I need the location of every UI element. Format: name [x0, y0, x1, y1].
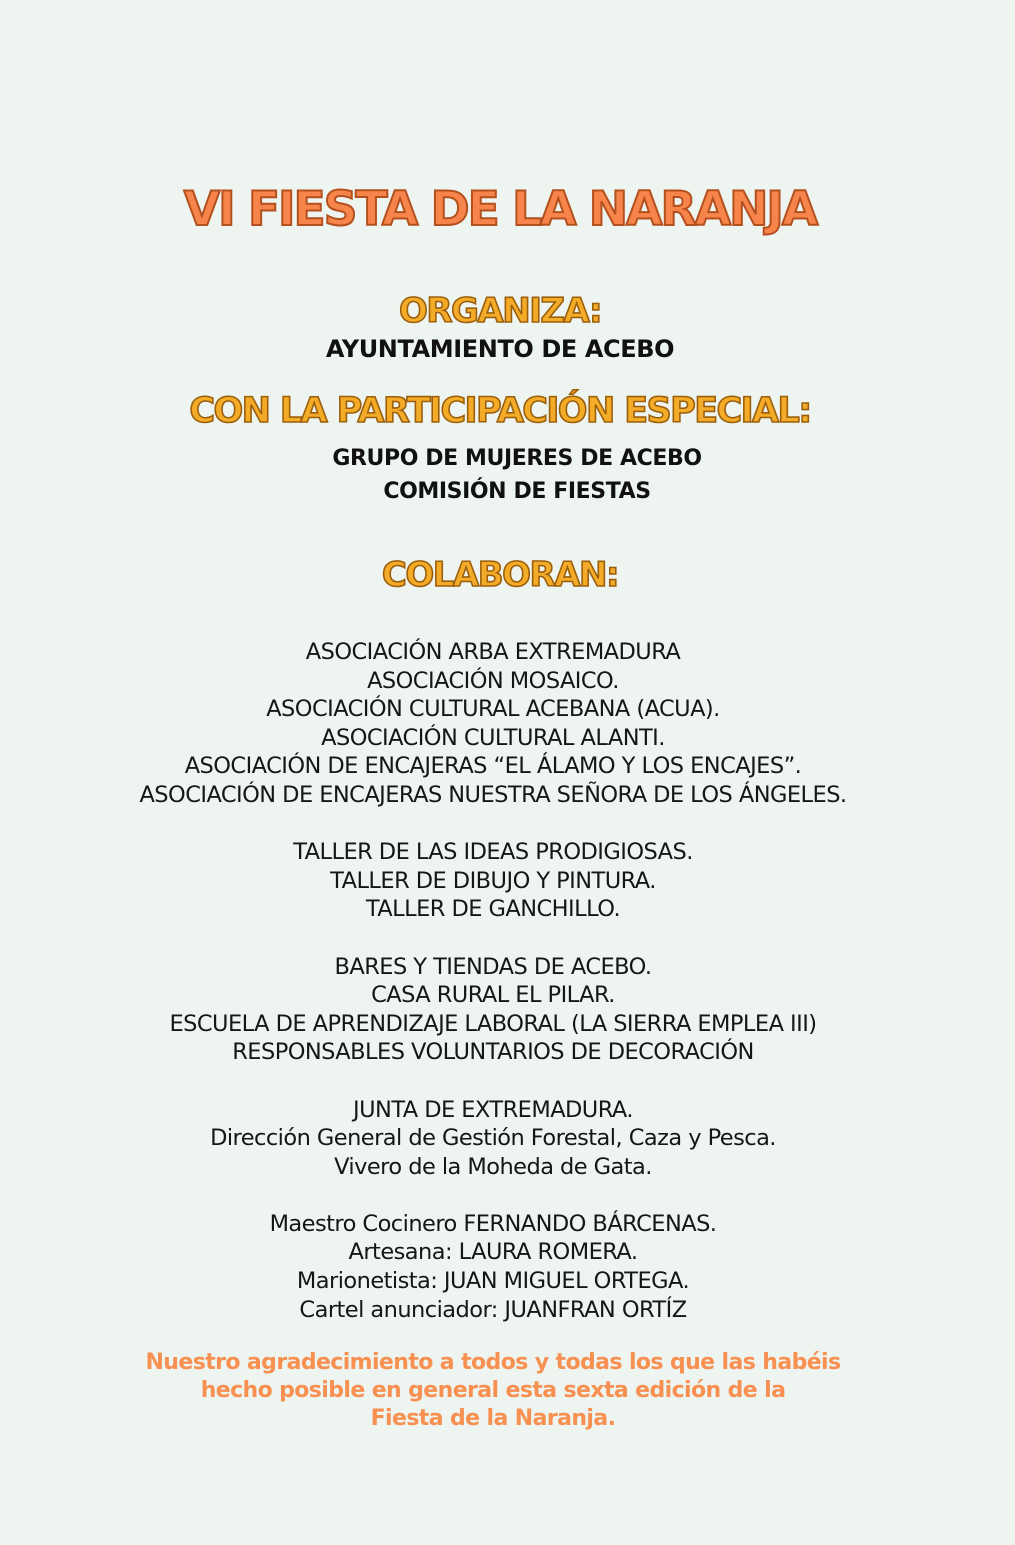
participacion-item: COMISIÓN DE FIESTAS	[383, 479, 651, 504]
colaborador-line: TALLER DE LAS IDEAS PRODIGIOSAS.	[293, 839, 693, 866]
participacion-list	[0, 448, 1015, 514]
colaboran-group-negocios	[0, 953, 986, 1067]
colaboran-group-junta	[0, 1096, 986, 1182]
colaboran-list	[0, 638, 986, 1353]
poster-title: VI FIESTA DE LA NARANJA	[183, 182, 817, 237]
thanks-message	[0, 1349, 986, 1433]
colaborador-line: BARES Y TIENDAS DE ACEBO.	[334, 953, 652, 980]
thanks-line: Fiesta de la Naranja.	[370, 1406, 616, 1431]
colaborador-line: ASOCIACIÓN CULTURAL ALANTI.	[321, 724, 665, 751]
colaboran-heading: COLABORAN:	[381, 555, 619, 595]
thanks-line: Nuestro agradecimiento a todos y todas los que las habéis	[145, 1350, 841, 1375]
colaborador-line: ASOCIACIÓN DE ENCAJERAS NUESTRA SEÑORA DE LOS ÁNGELES.	[139, 781, 847, 808]
colaborador-line: TALLER DE DIBUJO Y PINTURA.	[330, 867, 656, 894]
colaborador-line: JUNTA DE EXTREMADURA.	[353, 1096, 633, 1123]
colaborador-line: RESPONSABLES VOLUNTARIOS DE DECORACIÓN	[232, 1039, 754, 1066]
participacion-item: GRUPO DE MUJERES DE ACEBO	[332, 446, 702, 471]
colaborador-line: ASOCIACIÓN DE ENCAJERAS “EL ÁLAMO Y LOS ENCAJES”.	[184, 753, 802, 780]
colaborador-line: Maestro Cocinero FERNANDO BÁRCENAS.	[269, 1210, 717, 1237]
colaborador-line: Dirección General de Gestión Forestal, Caza y Pesca.	[210, 1125, 776, 1152]
colaborador-line: TALLER DE GANCHILLO.	[365, 896, 621, 923]
colaboran-group-asociaciones	[0, 638, 986, 810]
participacion-heading: CON LA PARTICIPACIÓN ESPECIAL:	[189, 391, 811, 431]
colaborador-line: ASOCIACIÓN ARBA EXTREMADURA	[305, 639, 681, 665]
colaboran-group-talleres	[0, 838, 986, 924]
colaborador-line: Vivero de la Moheda de Gata.	[334, 1153, 652, 1180]
colaborador-line: CASA RURAL EL PILAR.	[371, 982, 615, 1009]
colaborador-line: ASOCIACIÓN CULTURAL ACEBANA (ACUA).	[266, 696, 720, 723]
colaborador-line: Artesana: LAURA ROMERA.	[348, 1239, 638, 1266]
colaborador-line: Marionetista: JUAN MIGUEL ORTEGA.	[296, 1268, 690, 1295]
colaboran-group-personas	[0, 1210, 986, 1324]
organiza-heading: ORGANIZA:	[398, 291, 602, 331]
colaborador-line: Cartel anunciador: JUANFRAN ORTÍZ	[299, 1296, 687, 1323]
colaborador-line: ESCUELA DE APRENDIZAJE LABORAL (LA SIERRA EMPLEA III)	[169, 1010, 817, 1037]
colaborador-line: ASOCIACIÓN MOSAICO.	[367, 667, 619, 694]
organiza-body: AYUNTAMIENTO DE ACEBO	[325, 335, 675, 363]
thanks-line: hecho posible en general esta sexta edición de la	[200, 1378, 786, 1403]
